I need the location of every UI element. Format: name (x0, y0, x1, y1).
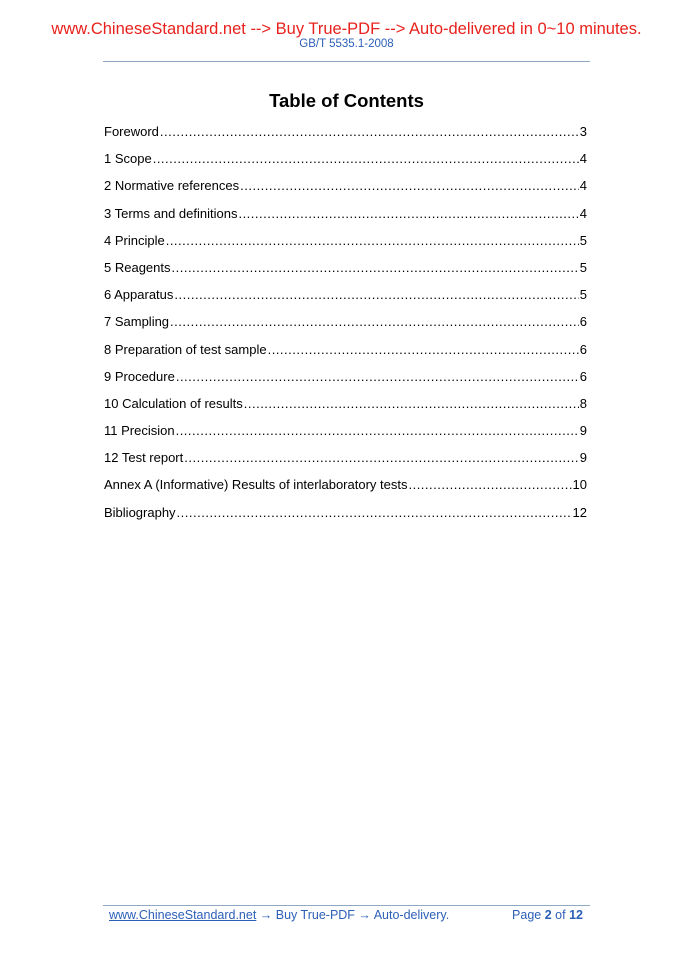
toc-entry-terms-and-definitions[interactable] (104, 206, 587, 233)
toc-entry-label: 12 Test report (104, 450, 184, 466)
toc-entry-page: 4 (579, 151, 587, 167)
toc-entry-label: 8 Preparation of test sample (104, 341, 267, 357)
toc-entry-page: 5 (579, 232, 587, 248)
document-code: GB/T 5535.1-2008 (299, 38, 394, 50)
header-banner[interactable]: www.ChineseStandard.net --> Buy True-PDF --> Auto-delivered in 0~10 minutes. (51, 20, 642, 38)
toc-entry-page: 6 (579, 314, 587, 330)
header-divider (103, 61, 590, 62)
toc-entry-label: 11 Precision (104, 423, 175, 439)
footer-site-link[interactable]: www.ChineseStandard.net (109, 908, 257, 922)
toc-entry-precision[interactable] (104, 423, 587, 450)
footer-divider (103, 905, 590, 906)
toc-entry-page: 6 (579, 341, 587, 357)
toc-list (104, 124, 587, 532)
toc-entry-test-report[interactable] (104, 450, 587, 477)
toc-entry-label: 7 Sampling (104, 314, 170, 330)
toc-entry-reagents[interactable] (104, 260, 587, 287)
toc-entry-normative-references[interactable] (104, 178, 587, 205)
toc-entry-page: 9 (579, 423, 587, 439)
dot-leader (166, 233, 579, 249)
toc-entry-label: Foreword (104, 124, 159, 139)
dot-leader (176, 423, 579, 439)
toc-entry-page: 6 (579, 368, 587, 384)
toc-entry-foreword[interactable] (104, 124, 587, 151)
page-of: of (555, 908, 566, 922)
dot-leader (184, 450, 579, 466)
dot-leader (170, 314, 579, 330)
toc-entry-page: 3 (579, 124, 587, 139)
toc-entry-label: Annex A (Informative) Results of interlaboratory tests (104, 477, 408, 493)
toc-entry-principle[interactable] (104, 233, 587, 260)
toc-entry-procedure[interactable] (104, 369, 587, 396)
dot-leader (174, 287, 578, 303)
toc-entry-scope[interactable] (104, 151, 587, 178)
dot-leader (240, 178, 579, 194)
dot-leader (160, 124, 579, 140)
page-footer (109, 908, 589, 923)
dot-leader (177, 505, 572, 521)
page-current: 2 (544, 908, 552, 922)
toc-entry-page: 12 (572, 504, 587, 520)
footer-tagline: → Buy True-PDF → Auto-delivery. (256, 908, 450, 922)
toc-entry-page: 8 (579, 395, 587, 411)
toc-entry-annex-a[interactable] (104, 477, 587, 504)
toc-entry-label: 2 Normative references (104, 178, 240, 194)
toc-entry-label: 10 Calculation of results (104, 395, 243, 411)
toc-entry-page: 9 (579, 450, 587, 466)
toc-entry-page: 4 (579, 178, 587, 194)
dot-leader (238, 206, 578, 222)
toc-entry-page: 5 (579, 287, 587, 303)
toc-entry-page: 10 (572, 477, 587, 493)
toc-entry-apparatus[interactable] (104, 287, 587, 314)
dot-leader (172, 260, 579, 276)
toc-entry-label: 4 Principle (104, 232, 165, 248)
dot-leader (244, 396, 579, 412)
dot-leader (153, 151, 579, 167)
toc-entry-label: 3 Terms and definitions (104, 205, 238, 221)
dot-leader (176, 369, 579, 385)
page-indicator (512, 908, 583, 923)
toc-entry-label: 5 Reagents (104, 259, 171, 275)
toc-entry-label: Bibliography (104, 504, 176, 520)
toc-entry-bibliography[interactable] (104, 505, 587, 532)
dot-leader (408, 477, 571, 493)
page-total: 12 (569, 908, 583, 922)
dot-leader (268, 342, 579, 358)
toc-entry-label: 1 Scope (104, 151, 152, 167)
toc-entry-preparation-of-test-sample[interactable] (104, 342, 587, 369)
page-word: Page (512, 908, 542, 922)
toc-entry-calculation-of-results[interactable] (104, 396, 587, 423)
page-title: Table of Contents (269, 90, 424, 111)
toc-entry-sampling[interactable] (104, 314, 587, 341)
toc-entry-page: 4 (579, 205, 587, 221)
toc-entry-page: 5 (579, 259, 587, 275)
toc-entry-label: 6 Apparatus (104, 287, 174, 303)
toc-entry-label: 9 Procedure (104, 368, 175, 384)
